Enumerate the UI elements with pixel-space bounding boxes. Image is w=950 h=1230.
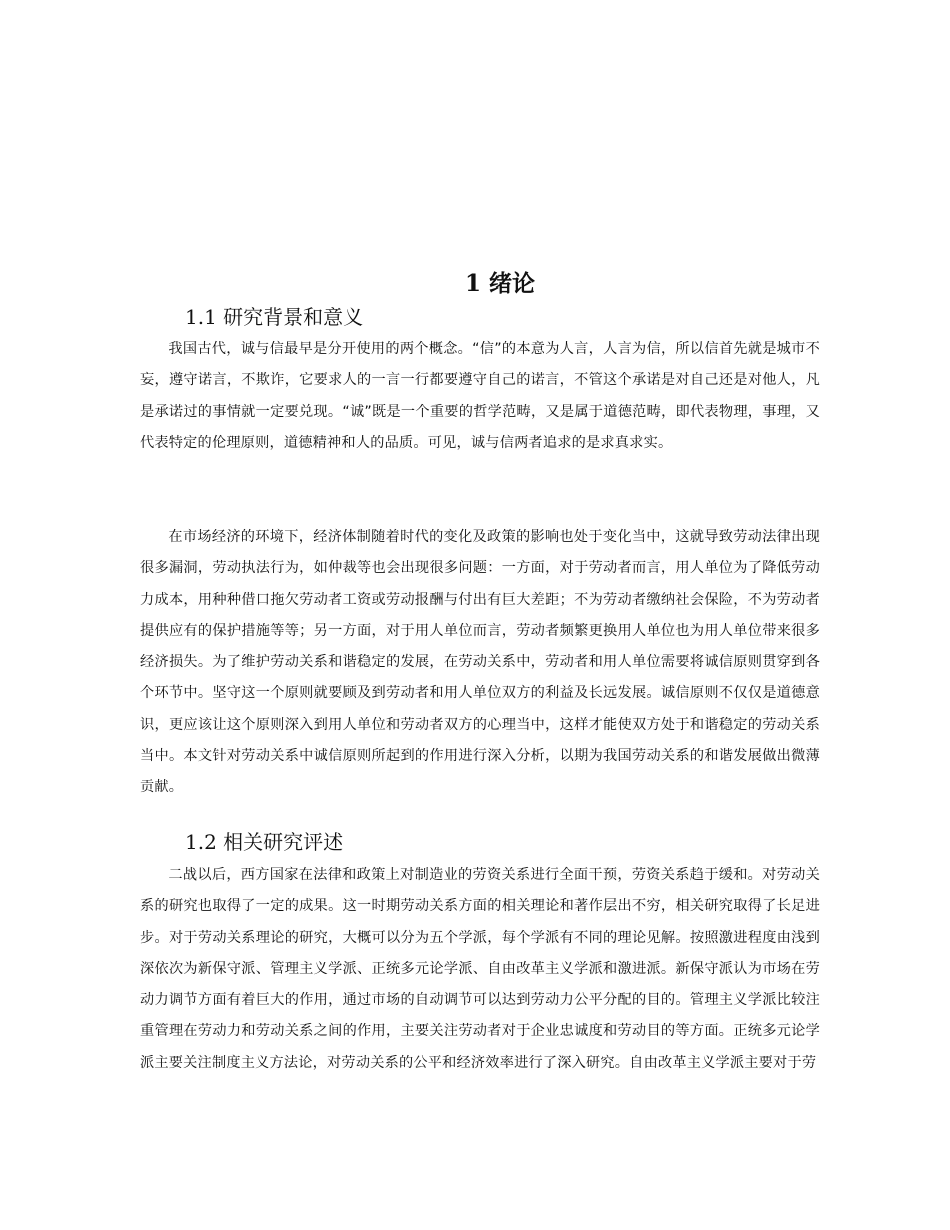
section-heading-background: 1.1 研究背景和意义: [185, 305, 364, 329]
body-paragraph: 二战以后，西方国家在法律和政策上对制造业的劳资关系进行全面干预，劳资关系趋于缓和。对劳动关系的研究也取得了一定的成果。这一时期劳动关系方面的相关理论和著作层出不穷，相关研究取得了长足进步。对于劳动关系理论的研究，大概可以分为五个学派，每个学派有不同的理论见解。按照激进程度由浅到深依次为新保守派、管理主义学派、正统多元论学派、自由改革主义学派和激进派。新保守派认为市场在劳动力调节方面有着巨大的作用，通过市场的自动调节可以达到劳动力公平分配的目的。管理主义学派比较注重管理在劳动力和劳动关系之间的作用，主要关注劳动者对于企业忠诚度和劳动目的等方面。正统多元论学派主要关注制度主义方法论，对劳动关系的公平和经济效率进行了深入研究。自由改革主义学派主要对于劳: [140, 867, 820, 1071]
section-heading-review: 1.2 相关研究评述: [185, 830, 344, 854]
chapter-title: 1 绪论: [464, 270, 535, 297]
body-paragraph: 我国古代，诚与信最早是分开使用的两个概念。“信”的本意为人言，人言为信，所以信首先就是城市不妄，遵守诺言，不欺诈，它要求人的一言一行都要遵守自己的诺言，不管这个承诺是对自己还是对他人，凡是承诺过的事情就一定要兑现。“诚”既是一个重要的哲学范畴，又是属于道德范畴，即代表物理，事理，又代表特定的伦理原则，道德精神和人的品质。可见，诚与信两者追求的是求真求实。: [140, 341, 820, 451]
body-paragraph: 在市场经济的环境下，经济体制随着时代的变化及政策的影响也处于变化当中，这就导致劳动法律出现很多漏洞，劳动执法行为，如仲裁等也会出现很多问题：一方面，对于劳动者而言，用人单位为了降低劳动力成本，用种种借口拖欠劳动者工资或劳动报酬与付出有巨大差距；不为劳动者缴纳社会保险，不为劳动者提供应有的保护措施等等；另一方面，对于用人单位而言，劳动者频繁更换用人单位也为用人单位带来很多经济损失。为了维护劳动关系和谐稳定的发展，在劳动关系中，劳动者和用人单位需要将诚信原则贯穿到各个环节中。坚守这一个原则就要顾及到劳动者和用人单位双方的利益及长远发展。诚信原则不仅仅是道德意识，更应该让这个原则深入到用人单位和劳动者双方的心理当中，这样才能使双方处于和谐稳定的劳动关系当中。本文针对劳动关系中诚信原则所起到的作用进行深入分析，以期为我国劳动关系的和谐发展做出微薄贡献。: [140, 529, 820, 796]
